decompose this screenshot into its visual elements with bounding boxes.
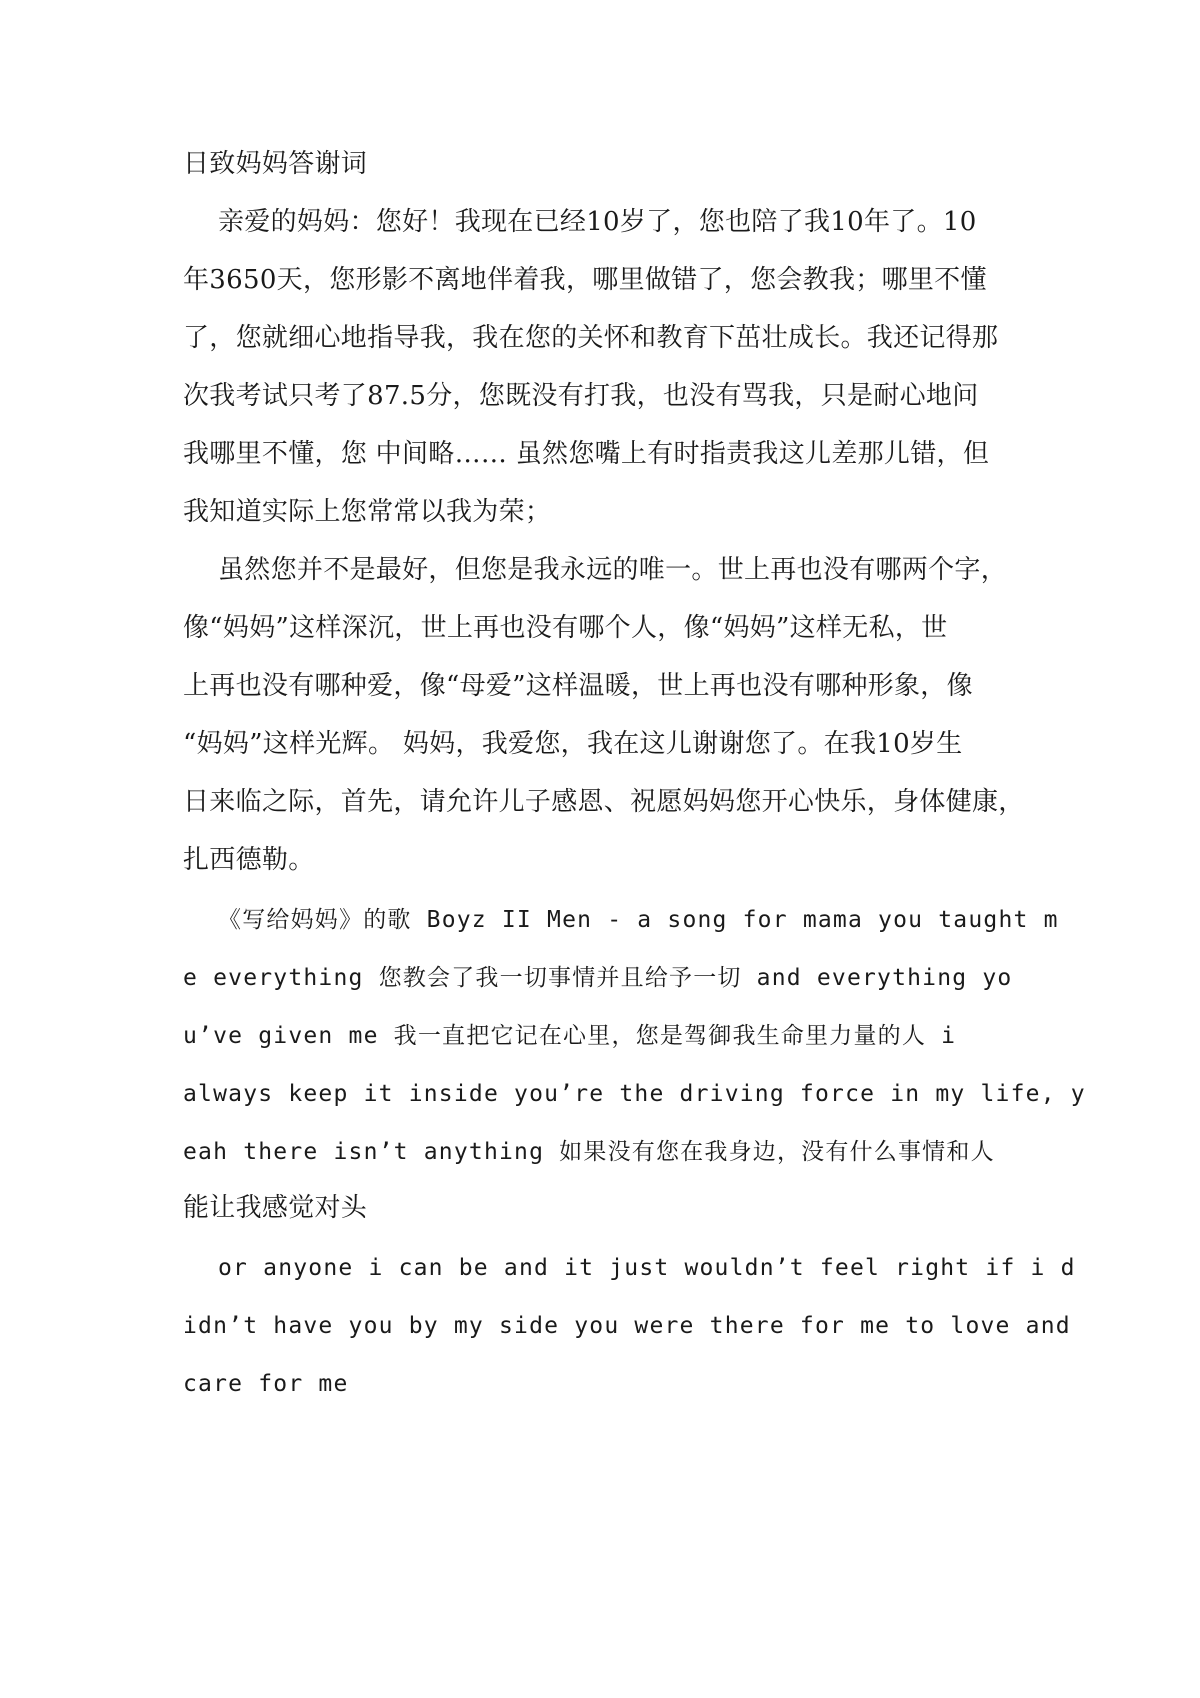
text-line: 能让我感觉对头 xyxy=(183,1193,368,1223)
text-line: 日来临之际，首先，请允许儿子感恩、祝愿妈妈您开心快乐，身体健康， xyxy=(183,787,1025,817)
text-line: 了，您就细心地指导我，我在您的关怀和教育下茁壮成长。我还记得那 xyxy=(183,323,999,353)
text-line: eah there isn’t anything 如果没有您在我身边，没有什么事情和人 xyxy=(183,1139,995,1165)
text-line: always keep it inside you’re the driving force in my life, y xyxy=(183,1081,1086,1107)
text-line: or anyone i can be and it just wouldn’t feel right if i d xyxy=(218,1255,1076,1281)
text-line: 我知道实际上您常常以我为荣； xyxy=(183,497,552,527)
text-line: e everything 您教会了我一切事情并且给予一切 and everything yo xyxy=(183,965,1013,991)
text-line: 虽然您并不是最好，但您是我永远的唯一。世上再也没有哪两个字， xyxy=(218,555,1008,585)
document-title: 日致妈妈答谢词 xyxy=(183,149,368,179)
text-line: 年3650天，您形影不离地伴着我，哪里做错了，您会教我；哪里不懂 xyxy=(183,265,987,295)
text-line: 次我考试只考了87.5分，您既没有打我，也没有骂我，只是耐心地问 xyxy=(183,381,979,411)
text-line: u’ve given me 我一直把它记在心里，您是驾御我生命里力量的人 i xyxy=(183,1023,957,1049)
text-line: care for me xyxy=(183,1371,349,1397)
text-line: 亲爱的妈妈：您好！我现在已经10岁了，您也陪了我10年了。10 xyxy=(218,207,977,237)
text-line: 扎西德勒。 xyxy=(183,845,315,875)
text-line: 《写给妈妈》的歌 Boyz II Men - a song for mama you taught m xyxy=(218,907,1059,933)
text-line: idn’t have you by my side you were there for me to love and xyxy=(183,1313,1071,1339)
text-line: 上再也没有哪种爱，像“母爱”这样温暖，世上再也没有哪种形象，像 xyxy=(183,671,973,701)
text-line: “妈妈”这样光辉。 妈妈，我爱您，我在这儿谢谢您了。在我10岁生 xyxy=(183,729,963,759)
text-line: 我哪里不懂，您 中间略…… 虽然您嘴上有时指责我这儿差那儿错，但 xyxy=(183,439,990,469)
text-line: 像“妈妈”这样深沉，世上再也没有哪个人，像“妈妈”这样无私，世 xyxy=(183,613,948,643)
